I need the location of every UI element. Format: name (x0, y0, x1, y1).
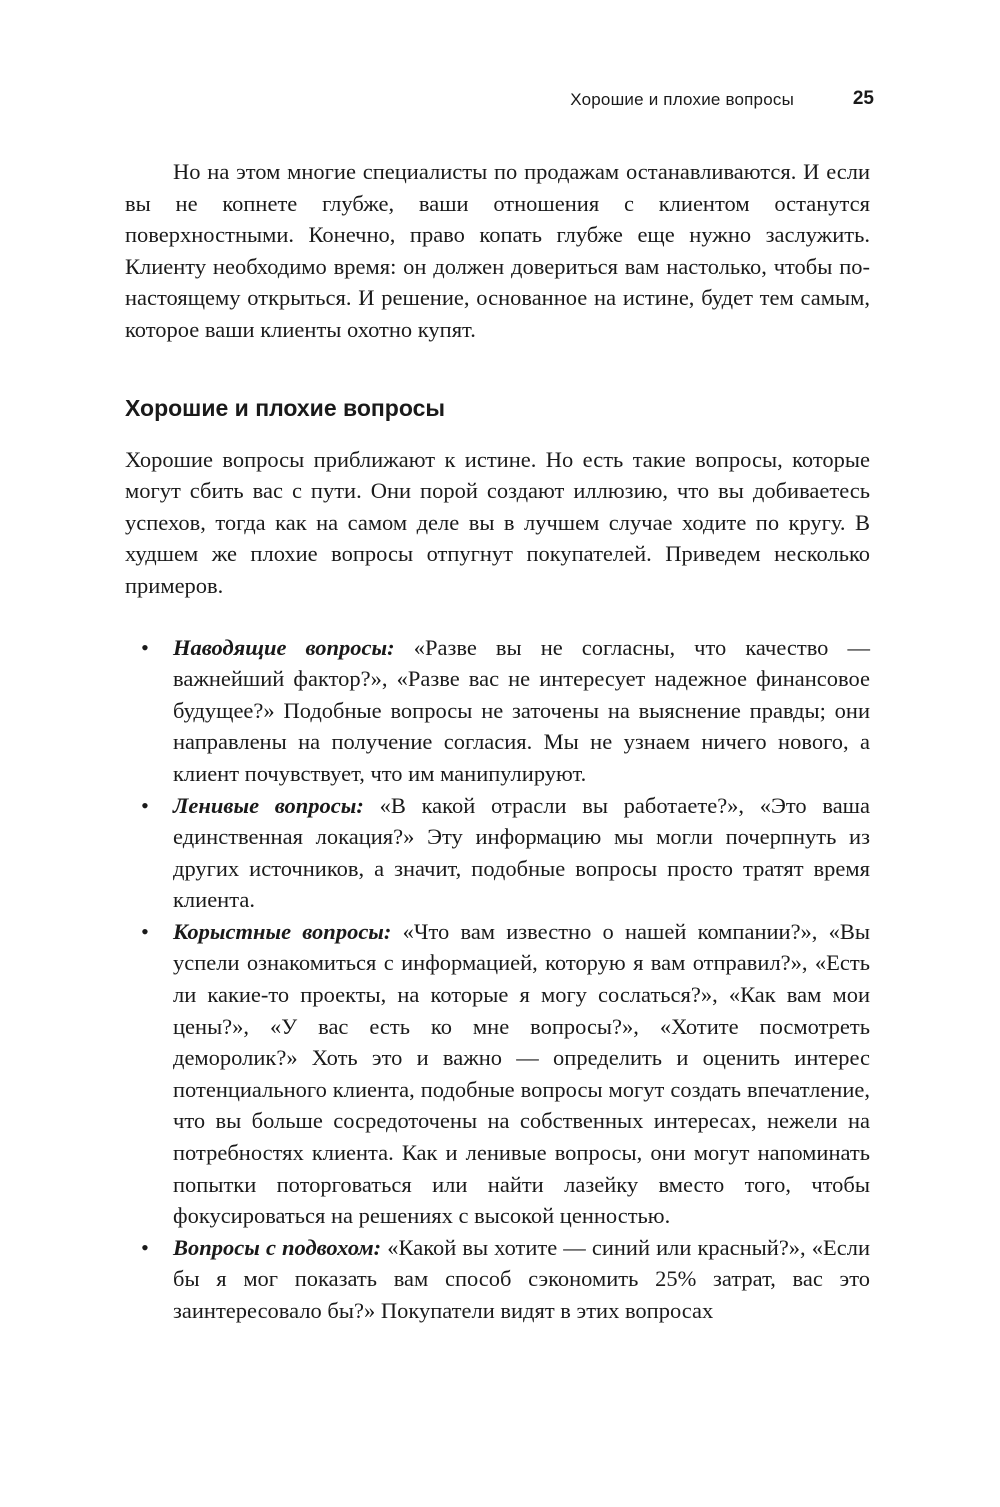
list-item-term: Вопросы с подвохом: (173, 1234, 382, 1260)
section-paragraph: Хорошие вопросы приближают к истине. Но есть такие вопросы, которые могут сбить вас с пути. Они порой создают иллюзию, что вы добиваетесь успехов, тогда как на самом деле вы в лучшем случае ходите по кругу. В худшем же плохие вопросы отпугнут покупателей. Приведем несколько примеров. (125, 446, 870, 598)
list-item (125, 1232, 870, 1327)
intro-paragraph: Но на этом многие специалисты по продажам останавливаются. И если вы не копнете глубже, ваши отношения с клиентом останутся поверхностными. Конечно, право копать глубже еще нужно заслужить. Клиенту необходимо время: он должен довериться вам настолько, чтобы по-настоящему открыться. И решение, основанное на истине, будет тем самым, которое ваши клиенты охотно купят. (125, 159, 870, 342)
list-item-text: «В какой отрасли вы работаете?», «Это ваша единственная локация?» Эту информацию мы могли почерпнуть из других источников, а значит, подобные вопросы просто тратят время клиента. (173, 792, 870, 913)
list-item (125, 790, 870, 916)
list-item-text: «Что вам известно о нашей компании?», «Вы успели ознакомиться с информацией, которую я вам отправил?», «Есть ли какие-то проекты, на которые я могу сослаться?», «Как вам мои цены?», «У вас есть ко мне вопросы?», «Хотите посмотреть деморолик?» Хоть это и важно — определить и оценить интерес потенциального клиента, подобные вопросы могут создать впечатление, что вы больше сосредоточены на собственных интересах, нежели на потребностях клиента. Как и ленивые вопросы, они могут напоминать попытки поторговаться или найти лазейку вместо того, чтобы фокусироваться на решениях с высокой ценностью. (173, 918, 871, 1229)
question-examples-list (125, 632, 870, 1327)
list-item-text: «Какой вы хотите — синий или красный?», «Если бы я мог показать вам способ сэкономить 25% затрат, вас это заинтересовало бы?» Покупатели видят в этих вопросах (173, 1234, 871, 1323)
section-heading: Хорошие и плохие вопросы (125, 394, 446, 421)
running-header (0, 86, 1000, 116)
list-item (125, 916, 870, 1232)
page-number: 25 (852, 88, 874, 109)
bullet-icon: • (141, 792, 149, 818)
list-item-term: Наводящие вопросы: (173, 634, 395, 660)
list-item-term: Корыстные вопросы: (173, 918, 392, 944)
bullet-icon: • (141, 918, 149, 944)
list-item (125, 632, 870, 790)
bullet-icon: • (141, 634, 149, 660)
list-item-term: Ленивые вопросы: (173, 792, 364, 818)
running-title: Хорошие и плохие вопросы (570, 90, 794, 109)
list-item-text: «Разве вы не согласны, что качество — важнейший фактор?», «Разве вас не интересует надежное финансовое будущее?» Подобные вопросы не заточены на выяснение правды; они направлены на получение согласия. Мы не узнаем ничего нового, а клиент почувствует, что им манипулируют. (173, 634, 870, 786)
page-body (125, 156, 870, 1327)
bullet-icon: • (141, 1234, 149, 1260)
